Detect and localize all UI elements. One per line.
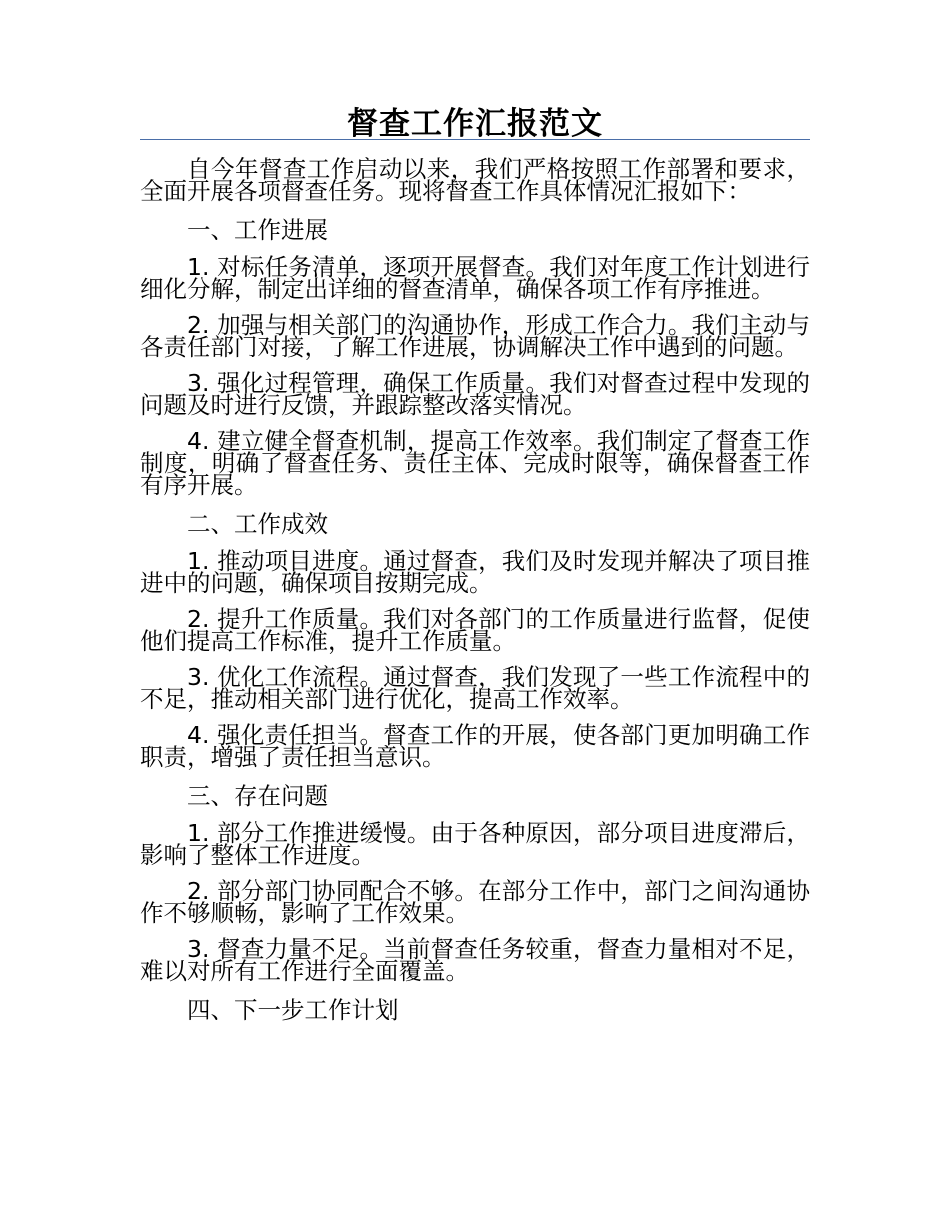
problems-item-2: 2. 部分部门协同配合不够。在部分工作中，部门之间沟通协作不够顺畅，影响了工作效果。 xyxy=(140,877,810,927)
progress-item-3: 3. 强化过程管理，确保工作质量。我们对督查过程中发现的问题及时进行反馈，并跟踪整改落实情况。 xyxy=(140,369,810,419)
section-heading-results: 二、工作成效 xyxy=(187,510,328,538)
problems-item-3: 3. 督查力量不足。当前督查任务较重，督查力量相对不足，难以对所有工作进行全面覆盖。 xyxy=(140,935,810,985)
title-underline xyxy=(140,139,810,140)
progress-item-2: 2. 加强与相关部门的沟通协作，形成工作合力。我们主动与各责任部门对接，了解工作进展，协调解决工作中遇到的问题。 xyxy=(140,311,810,361)
intro-paragraph: 自今年督查工作启动以来，我们严格按照工作部署和要求，全面开展各项督查任务。现将督查工作具体情况汇报如下： xyxy=(140,155,810,205)
problems-item-1: 1. 部分工作推进缓慢。由于各种原因，部分项目进度滞后，影响了整体工作进度。 xyxy=(140,819,810,869)
document-title: 督查工作汇报范文 xyxy=(347,106,603,142)
progress-item-4: 4. 建立健全督查机制，提高工作效率。我们制定了督查工作制度，明确了督查任务、责任主体、完成时限等，确保督查工作有序开展。 xyxy=(140,427,810,499)
document-body xyxy=(140,155,810,1036)
results-item-3: 3. 优化工作流程。通过督查，我们发现了一些工作流程中的不足，推动相关部门进行优化，提高工作效率。 xyxy=(140,663,810,713)
results-item-2: 2. 提升工作质量。我们对各部门的工作质量进行监督，促使他们提高工作标准，提升工作质量。 xyxy=(140,605,810,655)
section-heading-next-plan: 四、下一步工作计划 xyxy=(187,996,399,1024)
results-item-4: 4. 强化责任担当。督查工作的开展，使各部门更加明确工作职责，增强了责任担当意识。 xyxy=(140,721,810,771)
progress-item-1: 1. 对标任务清单，逐项开展督查。我们对年度工作计划进行细化分解，制定出详细的督查清单，确保各项工作有序推进。 xyxy=(140,253,810,303)
section-heading-problems: 三、存在问题 xyxy=(187,782,328,810)
results-item-1: 1. 推动项目进度。通过督查，我们及时发现并解决了项目推进中的问题，确保项目按期完成。 xyxy=(140,547,810,597)
section-heading-progress: 一、工作进展 xyxy=(187,216,328,244)
